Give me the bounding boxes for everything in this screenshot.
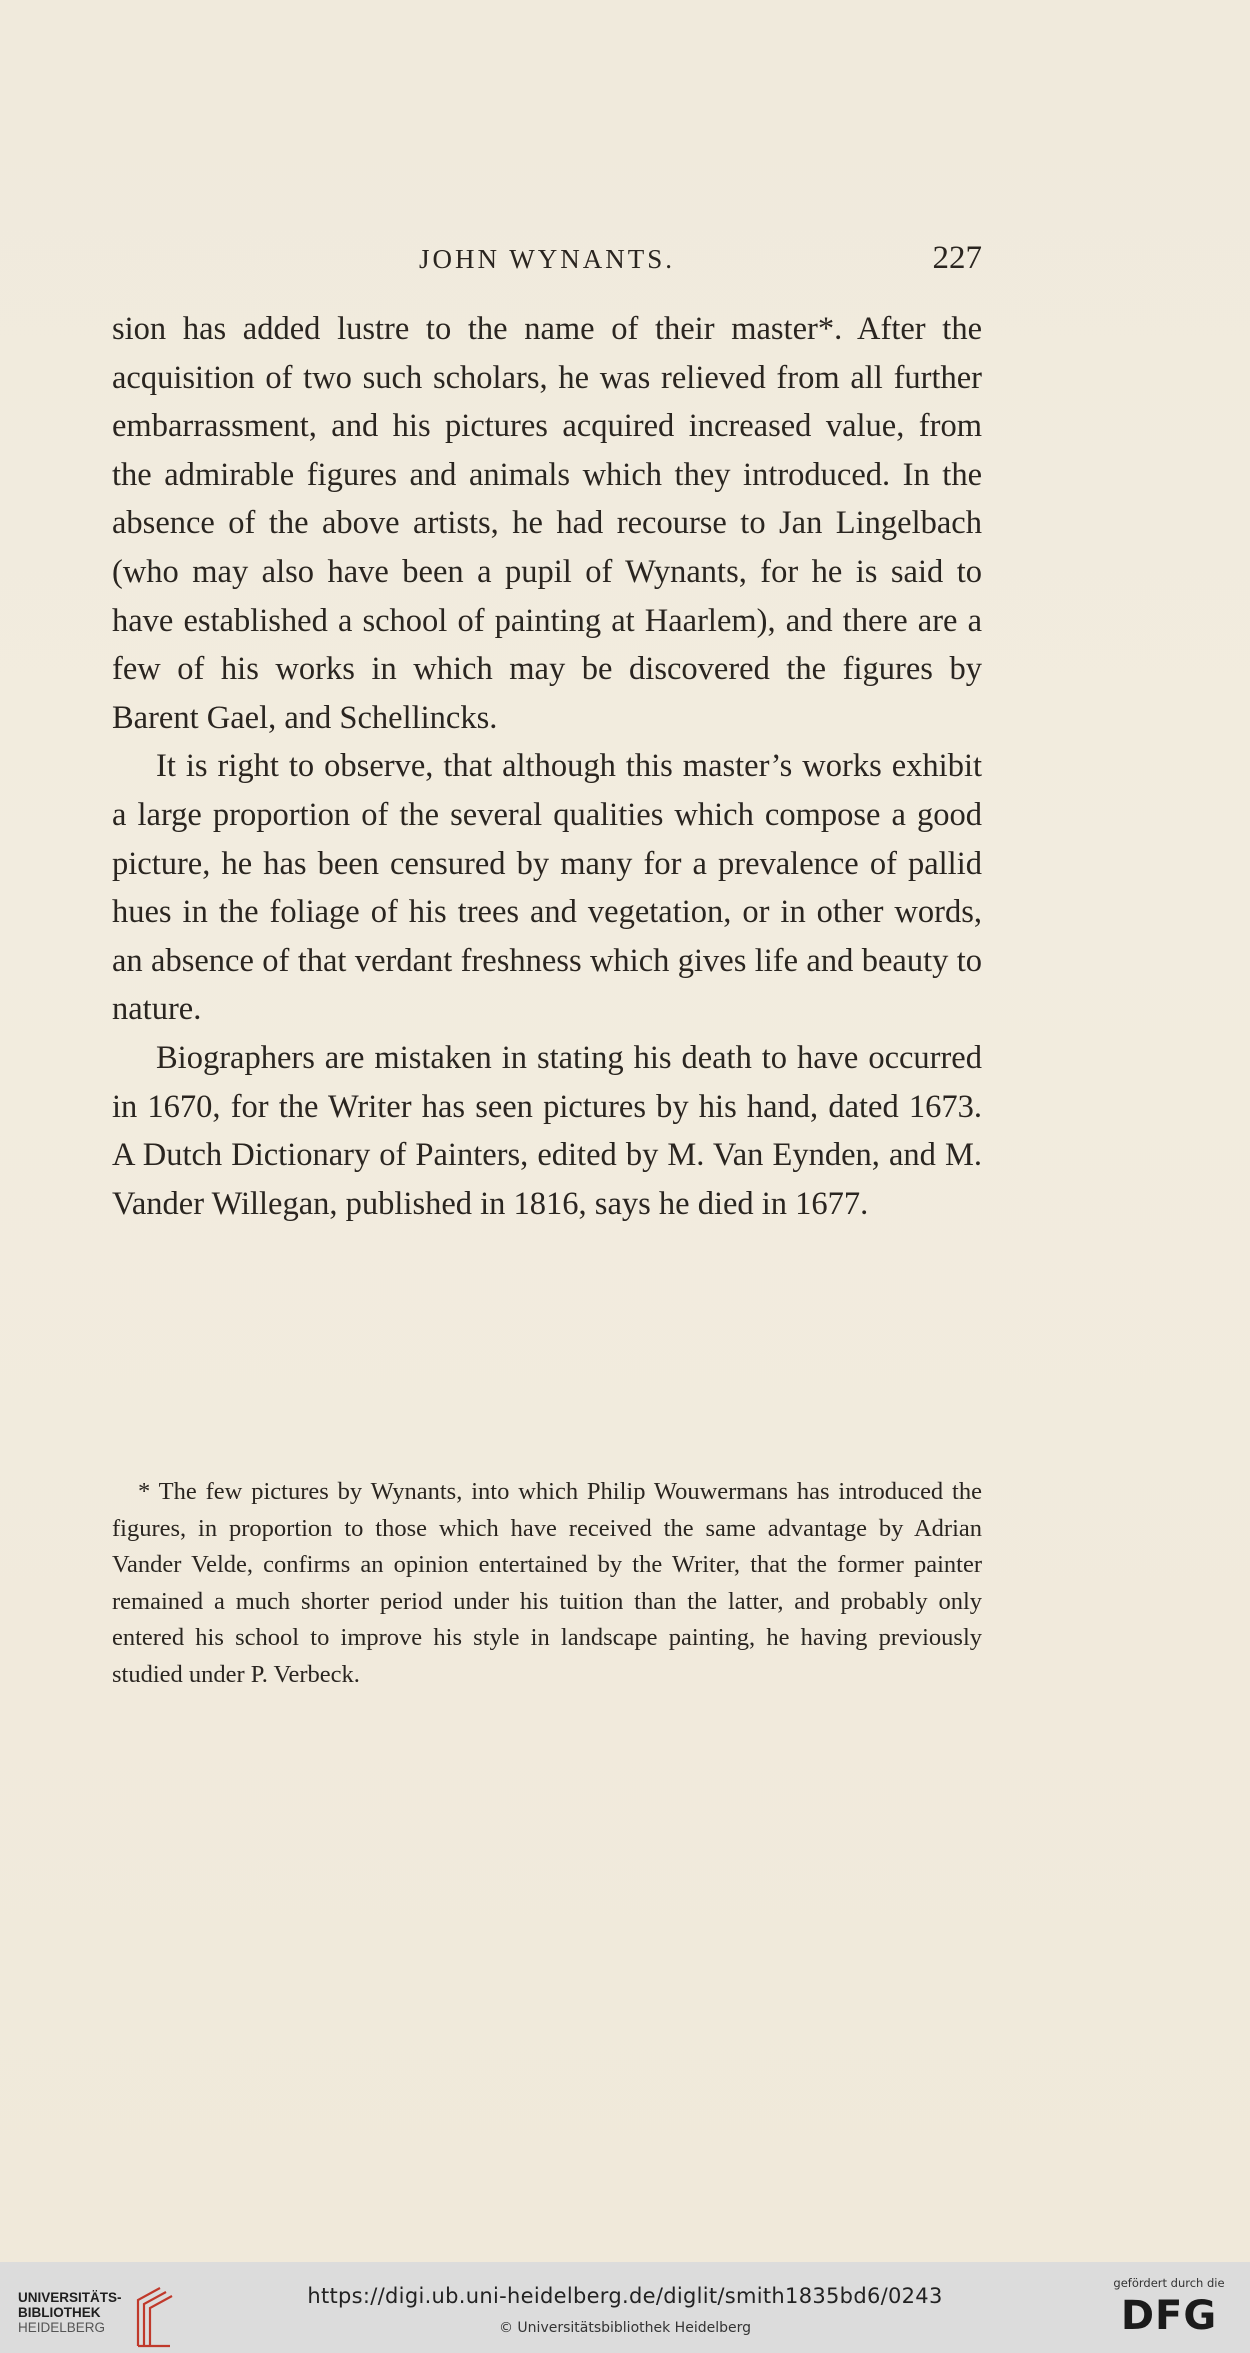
library-name-line-3: HEIDELBERG <box>18 2320 106 2335</box>
body-text <box>112 305 982 1228</box>
paragraph-1: sion has added lustre to the name of their master*. After the acquisition of two such scholars, he was relieved from all further embarrassment, and his pictures acquired increased value, from the admirable figures and animals which they introduced. In the absence of the above artists, he had recourse to Jan Lingelbach (who may also have been a pupil of Wynants, for he is said to have established a school of painting at Haarlem), and there are a few of his works in which may be discovered the figures by Barent Gael, and Schellincks. <box>112 311 982 736</box>
paragraph-3: Biographers are mistaken in stating his death to have occurred in 1670, for the Writer has seen pictures by his hand, dated 1673. A Dutch Dictionary of Painters, edited by M. Van Eynden, and M. Vander Willegan, published in 1816, says he died in 1677. <box>112 1039 982 1222</box>
funder-note: gefördert durch die <box>1113 2276 1225 2290</box>
permalink-url[interactable]: https://digi.ub.uni-heidelberg.de/diglit/smith1835bd6/0243 <box>307 2284 943 2308</box>
footnote-text: * The few pictures by Wynants, into which Philip Wouwermans has introduced the figures, in proportion to those which have received the same advantage by Adrian Vander Velde, confirms an opinion entertained by the Writer, that the former painter remained a much shorter period under his tuition than the latter, and probably only entered his school to improve his style in landscape painting, he having previously studied under P. Verbeck. <box>112 1478 982 1688</box>
library-name-line-2: BIBLIOTHEK <box>18 2305 101 2320</box>
viewer-footer <box>0 2262 1250 2353</box>
running-title: JOHN WYNANTS. <box>418 244 675 274</box>
paragraph-2: It is right to observe, that although this master’s works exhibit a large proportion of the several qualities which compose a good picture, he has been censured by many for a prevalence of pallid hues in the foliage of his trees and vegetation, or in other words, an absence of that verdant freshness which gives life and beauty to nature. <box>112 748 982 1028</box>
copyright-notice: © Universitätsbibliothek Heidelberg <box>498 2320 751 2336</box>
dfg-logo: DFG <box>1120 2293 1218 2339</box>
funder-block[interactable] <box>1104 2276 1234 2338</box>
running-head <box>112 236 982 280</box>
footnote <box>112 1474 982 1693</box>
page-number: 227 <box>932 240 982 276</box>
library-name-line-1: UNIVERSITÄTS- <box>18 2290 122 2305</box>
